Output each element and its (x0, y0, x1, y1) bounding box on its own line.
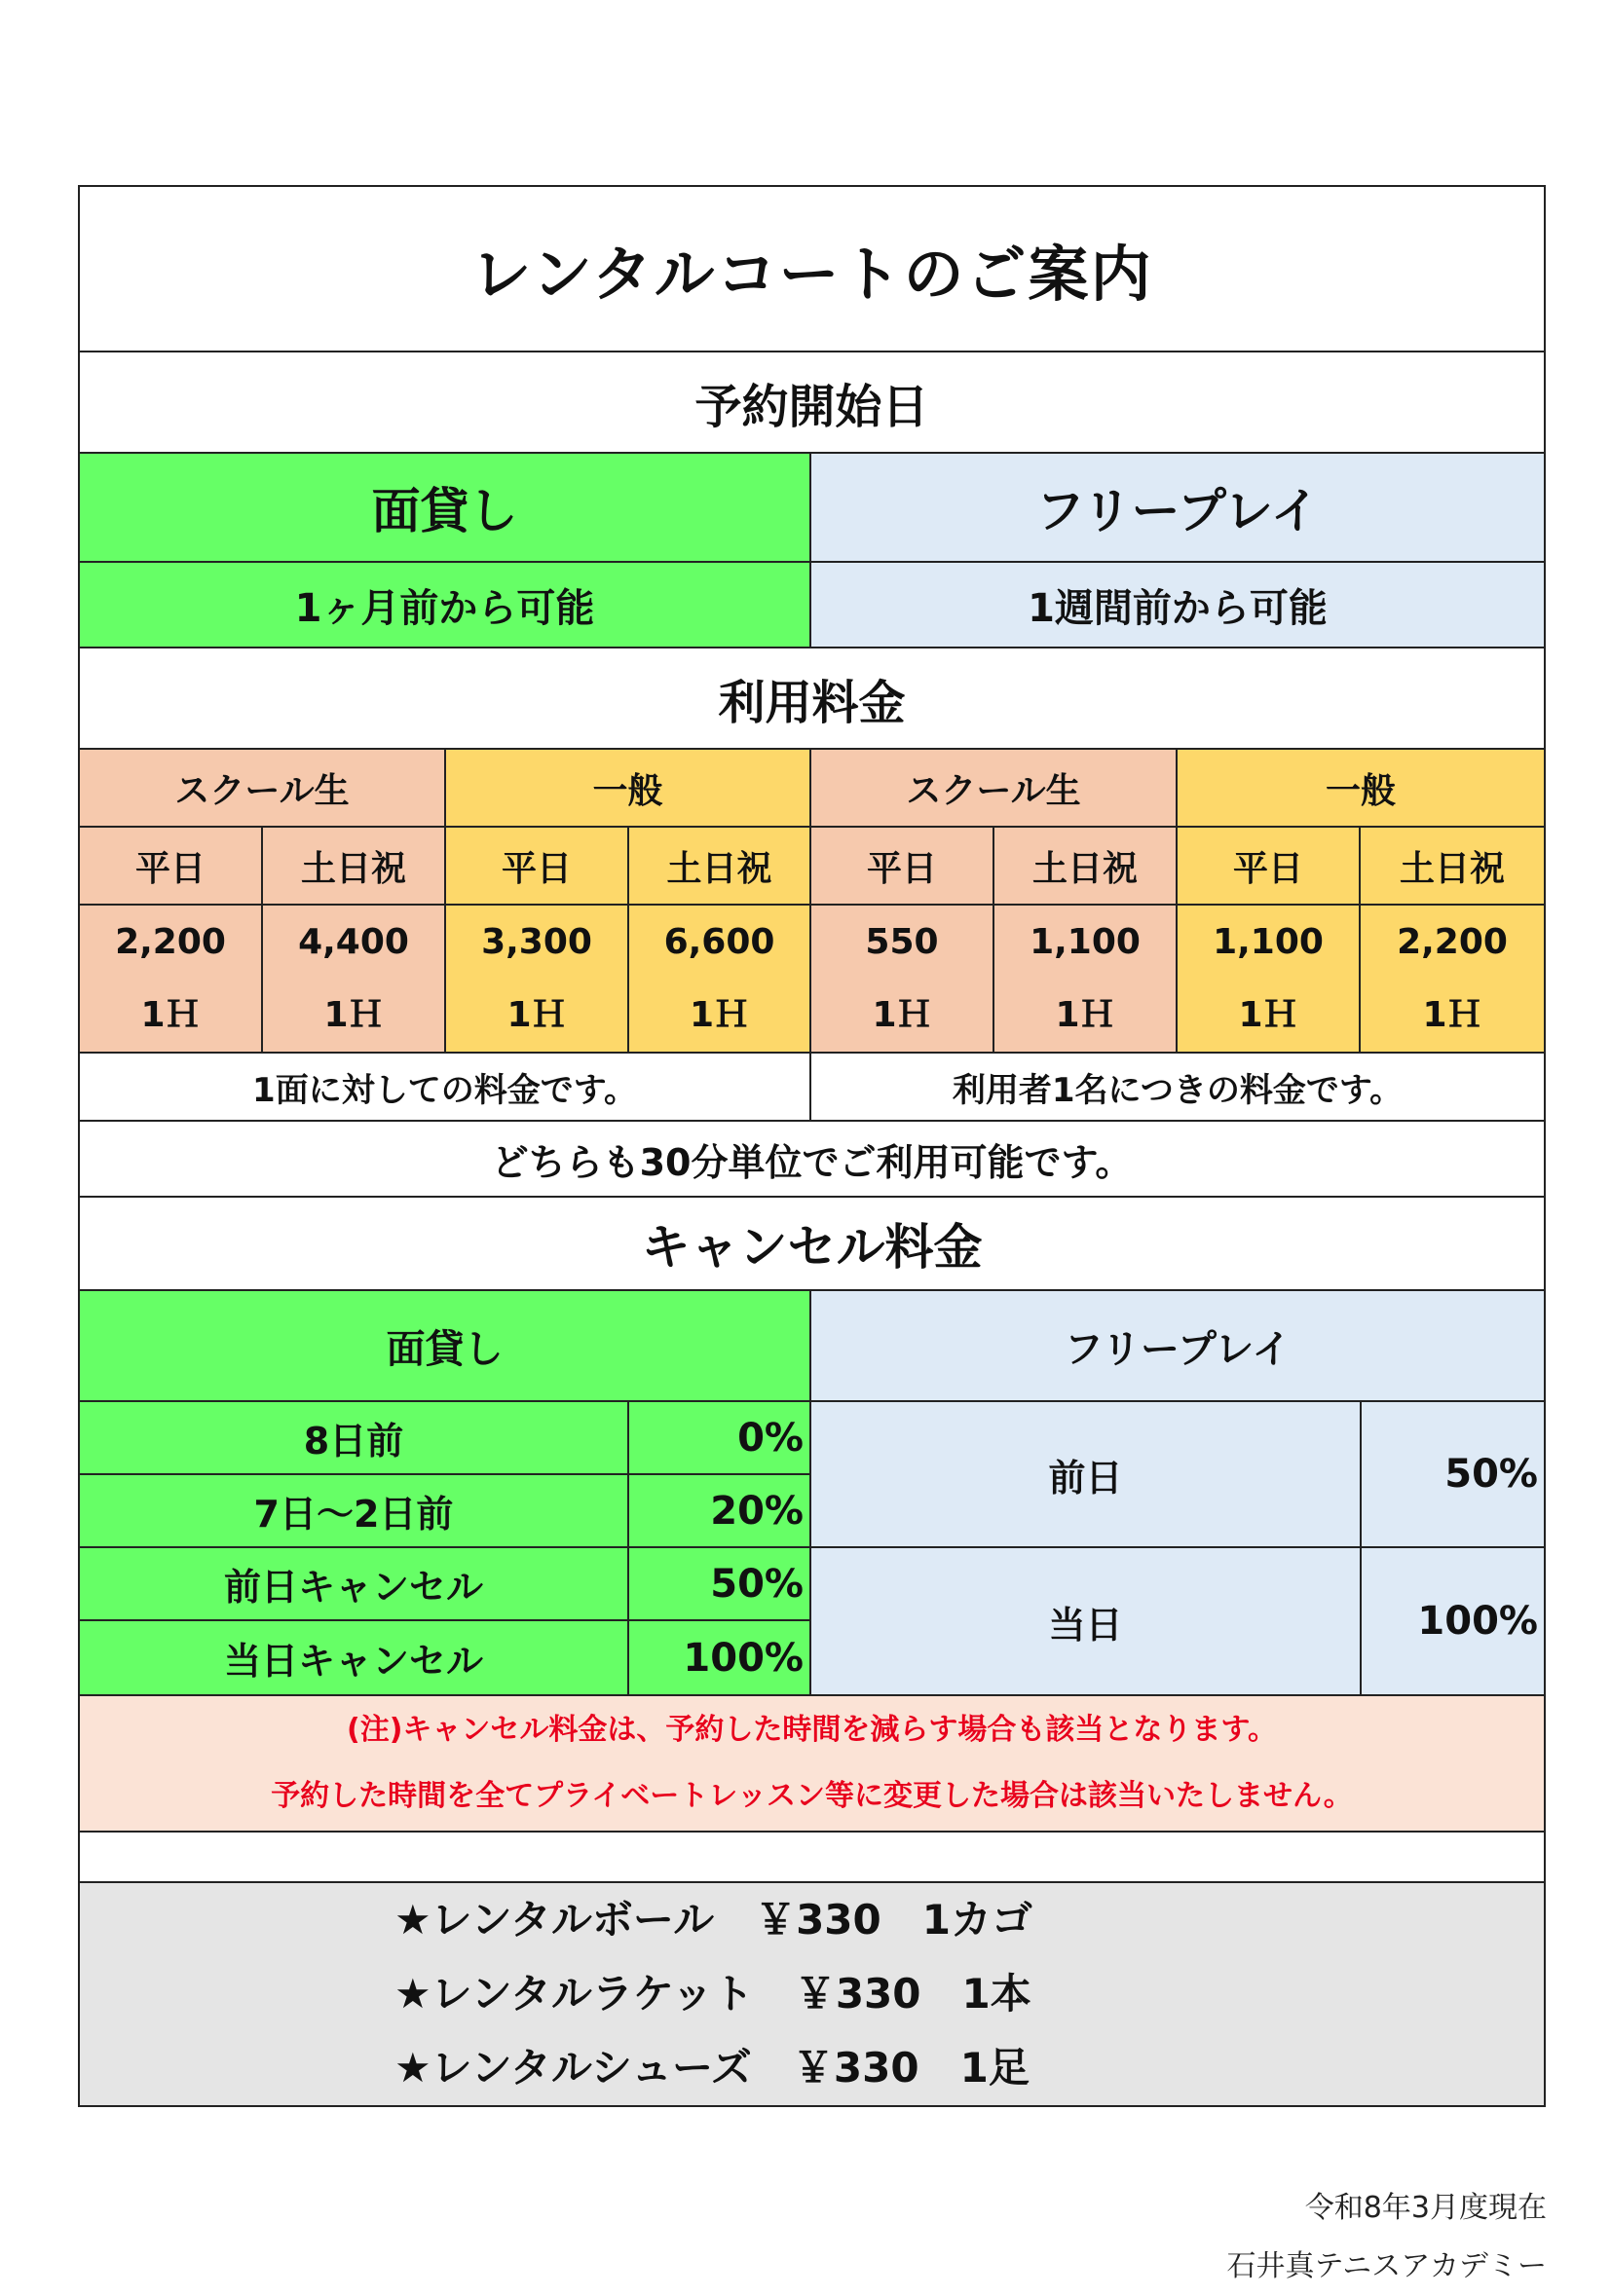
cancel-type-row (80, 1291, 1544, 1402)
fee-note-free-play: 利用者1名につきの料金です。 (952, 1070, 1404, 1110)
cancel-percent: 100% (683, 1635, 804, 1681)
fee-day: 平日 (811, 828, 994, 904)
rental-court-sheet (78, 185, 1546, 2107)
court-rental-availability: 1ヶ月前から可能 (80, 563, 811, 647)
fee-day: 土日祝 (994, 828, 1178, 904)
fee-price-cell (629, 906, 811, 1052)
reservation-heading: 予約開始日 (694, 379, 929, 434)
cancel-percent: 20% (710, 1488, 804, 1534)
rental-item: ★レンタルラケット ￥330 1本 (394, 1970, 1031, 2018)
fee-price-cell (1361, 906, 1544, 1052)
cancel-warning (80, 1696, 1544, 1831)
fee-note-court: 1面に対しての料金です。 (80, 1054, 811, 1120)
blank-cell (80, 1833, 1544, 1881)
reservation-type-row (80, 454, 1544, 563)
fee-day: 平日 (1178, 828, 1361, 904)
rental-item: ★レンタルボール ￥330 1カゴ (394, 1896, 1032, 1944)
fee-unit: 1Ｈ (140, 995, 201, 1035)
cancel-warning-line: 予約した時間を全てプライベートレッスン等に変更した場合は該当いたしません。 (271, 1779, 1353, 1813)
cancel-table-row (80, 1402, 1544, 1696)
title-row (80, 187, 1544, 352)
fee-price: 2,200 (1397, 922, 1508, 962)
cancel-percent: 0% (737, 1415, 804, 1461)
cancel-row (80, 1621, 809, 1694)
fee-price-cell (263, 906, 446, 1052)
cancel-court-rental-table (80, 1402, 811, 1694)
free-play-label: フリープレイ (811, 454, 1544, 561)
fee-day-row (80, 828, 1544, 906)
cancel-free-play-label: フリープレイ (811, 1291, 1544, 1400)
reservation-availability-row (80, 563, 1544, 648)
cancel-row (80, 1475, 809, 1548)
fee-day: 平日 (446, 828, 629, 904)
fee-note-both-row (80, 1122, 1544, 1198)
cancel-free-play-table (811, 1402, 1544, 1694)
fee-day: 土日祝 (1361, 828, 1544, 904)
cancel-row (811, 1402, 1544, 1548)
fee-note-both: どちらも30分単位でご利用可能です。 (491, 1140, 1133, 1184)
cancel-court-rental-label: 面貸し (80, 1291, 811, 1400)
fee-price: 4,400 (298, 922, 409, 962)
rentals-row (80, 1883, 1544, 2105)
fee-group-row (80, 750, 1544, 828)
fee-unit: 1Ｈ (1055, 995, 1115, 1035)
fee-price-row (80, 906, 1544, 1054)
cancel-timing: 8日前 (80, 1402, 629, 1473)
fee-price: 2,200 (115, 922, 226, 962)
cancel-percent: 50% (710, 1561, 804, 1607)
fee-price-cell (811, 906, 994, 1052)
cancel-row (80, 1402, 809, 1475)
cancel-heading: キャンセル料金 (641, 1219, 983, 1276)
fee-unit: 1Ｈ (1422, 995, 1482, 1035)
cancel-row (80, 1548, 809, 1621)
fee-group-school: スクール生 (811, 750, 1178, 826)
fees-heading: 利用料金 (718, 675, 906, 730)
fee-unit: 1Ｈ (1238, 995, 1298, 1035)
footer-date: 令和8年3月度現在 (1304, 2191, 1547, 2225)
page-title: レンタルコートのご案内 (470, 238, 1153, 310)
rental-items (80, 1883, 1544, 2105)
fee-price: 6,600 (663, 922, 775, 962)
reservation-heading-row (80, 352, 1544, 454)
court-rental-label: 面貸し (80, 454, 811, 561)
fee-day: 平日 (80, 828, 263, 904)
fee-price: 1,100 (1030, 922, 1141, 962)
fee-unit: 1Ｈ (506, 995, 567, 1035)
fee-price-cell (446, 906, 629, 1052)
fees-heading-row (80, 648, 1544, 750)
cancel-warning-row (80, 1696, 1544, 1833)
fee-price: 1,100 (1213, 922, 1324, 962)
fee-unit: 1Ｈ (872, 995, 932, 1035)
cancel-timing: 当日キャンセル (80, 1621, 629, 1694)
fee-price-cell (80, 906, 263, 1052)
fee-group-school: スクール生 (80, 750, 446, 826)
cancel-heading-row (80, 1198, 1544, 1291)
cancel-warning-line: (注)キャンセル料金は、予約した時間を減らす場合も該当となります。 (346, 1713, 1278, 1747)
fee-day: 土日祝 (629, 828, 811, 904)
fee-unit: 1Ｈ (689, 995, 750, 1035)
fee-price: 550 (865, 922, 939, 962)
cancel-timing: 7日～2日前 (80, 1475, 629, 1546)
cancel-timing: 前日 (811, 1402, 1362, 1546)
rental-item: ★レンタルシューズ ￥330 1足 (394, 2044, 1030, 2092)
cancel-percent: 100% (1417, 1599, 1538, 1644)
fee-price-cell (994, 906, 1178, 1052)
fee-day: 土日祝 (263, 828, 446, 904)
free-play-availability: 1週間前から可能 (811, 563, 1544, 647)
cancel-row (811, 1548, 1544, 1694)
fee-group-general: 一般 (1178, 750, 1544, 826)
fee-price-cell (1178, 906, 1361, 1052)
fee-group-general: 一般 (446, 750, 811, 826)
footer (1227, 2179, 1548, 2296)
spacer-row (80, 1833, 1544, 1883)
fee-price: 3,300 (481, 922, 592, 962)
cancel-timing: 当日 (811, 1548, 1362, 1694)
fee-unit: 1Ｈ (323, 995, 384, 1035)
footer-organization: 石井真テニスアカデミー (1226, 2249, 1547, 2283)
fee-note-row (80, 1054, 1544, 1122)
cancel-percent: 50% (1444, 1452, 1538, 1497)
cancel-timing: 前日キャンセル (80, 1548, 629, 1619)
